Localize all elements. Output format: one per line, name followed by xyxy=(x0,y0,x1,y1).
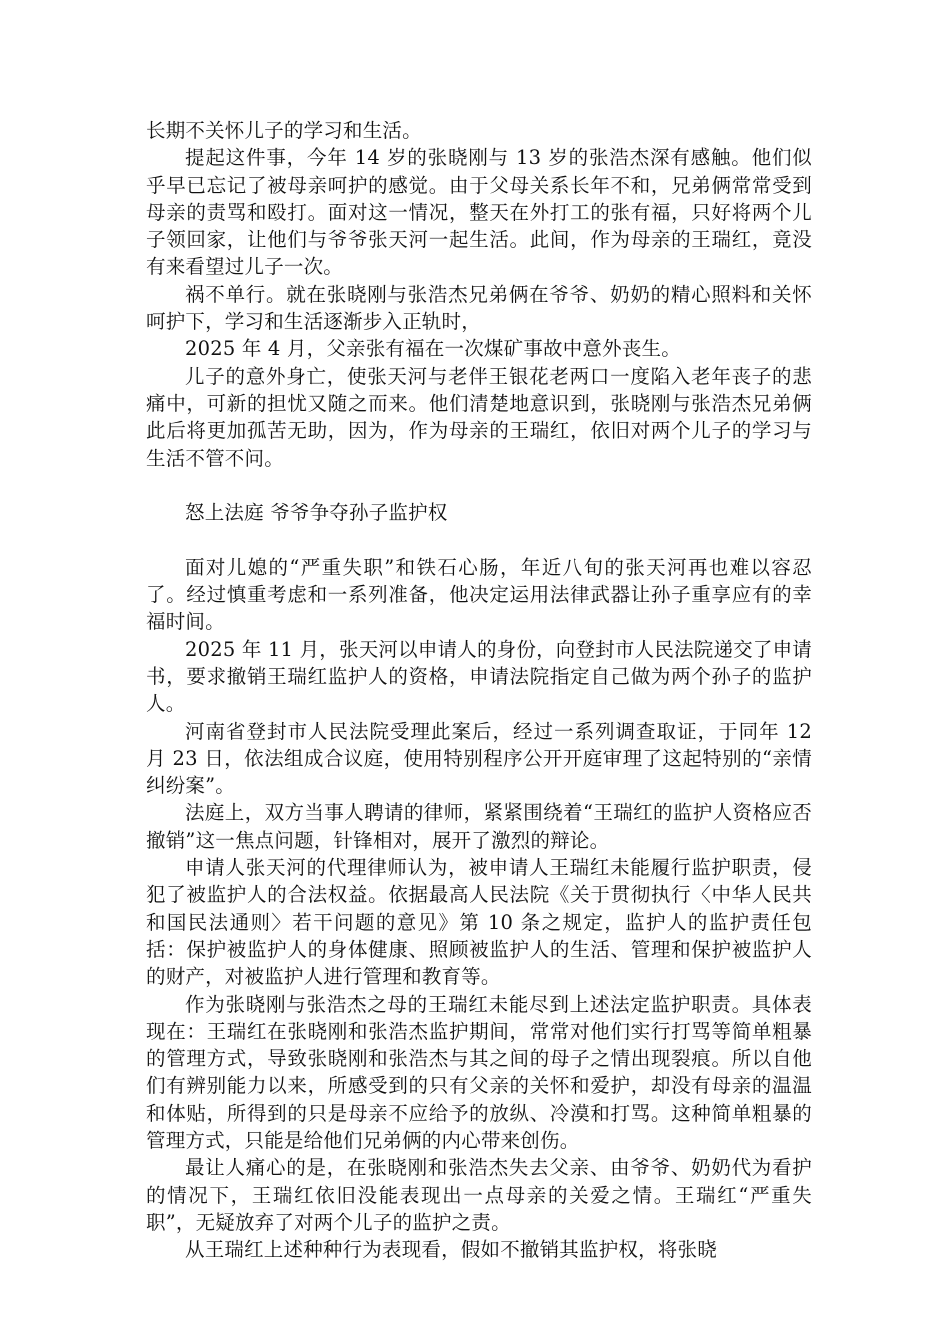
paragraph: 从王瑞红上述种种行为表现看，假如不撤销其监护权，将张晓 xyxy=(185,1238,717,1262)
paragraph: 2025 年 11 月，张天河以申请人的身份，向登封市人民法院递交了申请书，要求撤销王瑞红监护人的资格，申请法院指定自己做为两个孙子的监护人。 xyxy=(146,637,812,716)
paragraph: 儿子的意外身亡，使张天河与老伴王银花老两口一度陷入老年丧子的悲痛中，可新的担忧又随之而来。他们清楚地意识到，张晓刚与张浩杰兄弟俩此后将更加孤苦无助，因为，作为母亲的王瑞红，依旧对两个儿子的学习与生活不管不问。 xyxy=(146,364,812,470)
paragraph: 祸不单行。就在张晓刚与张浩杰兄弟俩在爷爷、奶奶的精心照料和关怀呵护下，学习和生活逐渐步入正轨时， xyxy=(146,282,812,334)
blank-line xyxy=(146,526,812,553)
paragraph: 申请人张天河的代理律师认为，被申请人王瑞红未能履行监护职责，侵犯了被监护人的合法权益。依据最高人民法院《关于贯彻执行〈中华人民共和国民法通则〉若干问题的意见》第 10 条之规定，监护人的监护责任包括：保护被监护人的身体健康、照顾被监护人的生活、管理和保护被监护人的财产，对被监护人进行管理和教育等。 xyxy=(146,856,812,989)
paragraph: 河南省登封市人民法院受理此案后，经过一系列调查取证，于同年 12 月 23 日，依法组成合议庭，使用特别程序公开开庭审理了这起特别的“亲情纠纷案”。 xyxy=(146,719,812,798)
paragraph: 长期不关怀儿子的学习和生活。 xyxy=(146,119,422,142)
paragraph: 法庭上，双方当事人聘请的律师，紧紧围绕着“王瑞红的监护人资格应否撤销”这一焦点问题，针锋相对，展开了激烈的辩论。 xyxy=(146,801,812,852)
section-heading: 怒上法庭 爷爷争夺孙子监护权 xyxy=(185,501,448,525)
paragraph: 面对儿媳的“严重失职”和铁石心肠，年近八旬的张天河再也难以容忍了。经过慎重考虑和一系列准备，他决定运用法律武器让孙子重享应有的幸福时间。 xyxy=(146,555,812,634)
blank-line xyxy=(146,472,812,499)
paragraph: 提起这件事，今年 14 岁的张晓刚与 13 岁的张浩杰深有感触。他们似乎早已忘记了被母亲呵护的感觉。由于父母关系长年不和，兄弟俩常常受到母亲的责骂和殴打。面对这一情况，整天在外打工的张有福，只好将两个儿子领回家，让他们与爷爷张天河一起生活。此间，作为母亲的王瑞红，竟没有来看望过儿子一次。 xyxy=(146,146,812,279)
paragraph: 作为张晓刚与张浩杰之母的王瑞红未能尽到上述法定监护职责。具体表现在：王瑞红在张晓刚和张浩杰监护期间，常常对他们实行打骂等简单粗暴的管理方式，导致张晓刚和张浩杰与其之间的母子之情出现裂痕。所以自他们有辨别能力以来，所感受到的只有父亲的关怀和爱护，却没有母亲的温温和体贴，所得到的只是母亲不应给予的放纵、冷漠和打骂。这种简单粗暴的管理方式，只能是给他们兄弟俩的内心带来创伤。 xyxy=(146,992,812,1152)
paragraph: 最让人痛心的是，在张晓刚和张浩杰失去父亲、由爷爷、奶奶代为看护的情况下，王瑞红依旧没能表现出一点母亲的关爱之情。王瑞红“严重失职”，无疑放弃了对两个儿子的监护之责。 xyxy=(146,1156,812,1234)
document-body xyxy=(146,117,812,1263)
paragraph: 2025 年 4 月，父亲张有福在一次煤矿事故中意外丧生。 xyxy=(185,337,681,361)
